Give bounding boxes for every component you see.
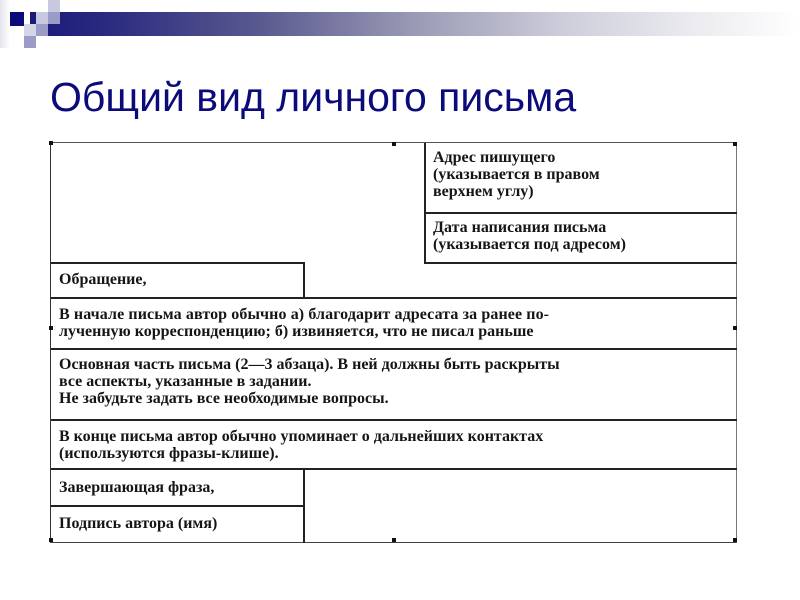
letter-template-table: [50, 142, 737, 543]
address-column-divider: [424, 143, 426, 264]
opening-top-border: [51, 297, 737, 299]
main-body-top-border: [51, 348, 737, 350]
decor-square-mid: [48, 12, 60, 24]
corner-marker: [733, 326, 737, 330]
closing-phrase-top-border: [51, 468, 737, 470]
opening-line: лученную корреспонденцию; б) извиняется, что не писал раньше: [59, 323, 534, 340]
corner-marker: [49, 538, 53, 542]
corner-marker: [392, 538, 396, 542]
main-body-line: все аспекты, указанные в задании.: [59, 373, 312, 390]
greeting-text: Обращение,: [59, 271, 147, 288]
main-body-line: Не забудьте задать все необходимые вопросы.: [59, 390, 389, 407]
gradient-bar: [30, 12, 800, 36]
corner-marker: [49, 141, 53, 145]
address-line: (указывается в правом: [433, 166, 600, 183]
closing-phrase-text: Завершающая фраза,: [59, 479, 215, 496]
corner-marker: [49, 326, 53, 330]
date-line: Дата написания письма: [433, 219, 607, 236]
greeting-top-border: [51, 262, 305, 264]
opening-line: В начале письма автор обычно а) благодарит адресата за ранее по-: [59, 306, 550, 323]
greeting-right-border: [303, 262, 305, 299]
address-line: Адрес пишущего: [433, 149, 556, 166]
address-date-divider: [424, 212, 737, 214]
corner-marker: [392, 142, 396, 146]
closing-paragraph-line: В конце письма автор обычно упоминает о дальнейших контактах: [59, 428, 544, 445]
corner-marker: [733, 538, 737, 542]
address-line: верхнем углу): [433, 183, 534, 200]
closing-paragraph-line: (используются фразы-клише).: [59, 445, 279, 462]
decor-square-light: [48, 0, 60, 12]
main-body-line: Основная часть письма (2—3 абзаца). В ней должны быть раскрыты: [59, 356, 560, 373]
decor-edge: [0, 0, 10, 48]
signature-top-border: [51, 505, 305, 507]
date-bottom-border: [424, 262, 737, 264]
decor-square-light: [36, 12, 48, 24]
slide-title: Общий вид личного письма: [50, 74, 577, 120]
decor-square-mid: [24, 36, 36, 48]
signature-text: Подпись автора (имя): [59, 515, 218, 532]
decor-square-mid: [36, 24, 48, 36]
corner-marker: [733, 142, 737, 146]
date-line: (указывается под адресом): [433, 236, 626, 253]
decor-square-light: [24, 24, 36, 36]
closing-paragraph-top-border: [51, 419, 737, 421]
decor-square-dark: [10, 12, 24, 26]
